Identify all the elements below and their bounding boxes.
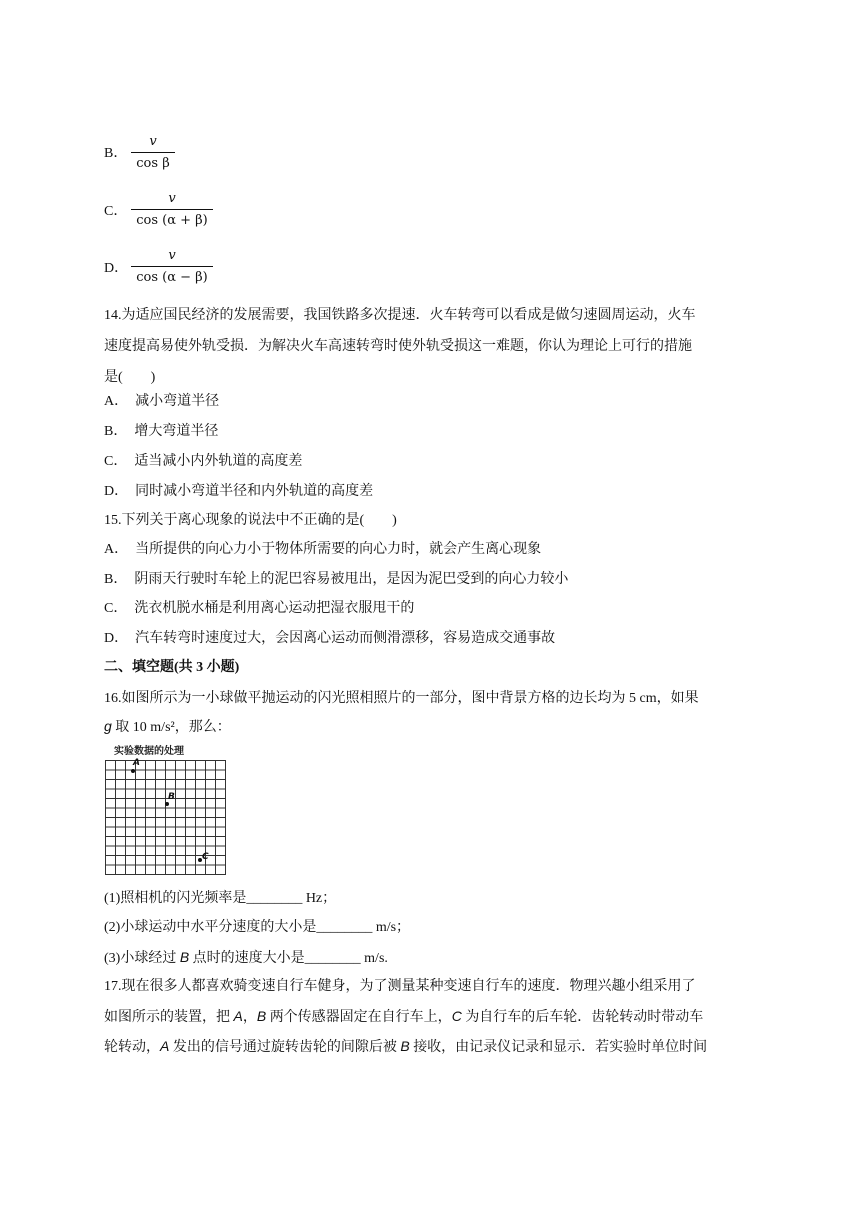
- variable-b: B: [256, 1008, 267, 1024]
- question-16-line-2: [104, 716, 231, 738]
- option-13-d-label: D．: [104, 261, 129, 276]
- question-17-line-2: [104, 1006, 703, 1028]
- q17-text: 为自行车的后车轮．齿轮转动时带动车: [461, 1010, 704, 1025]
- point-b-dot: [165, 802, 169, 806]
- variable-c: C: [451, 1008, 462, 1024]
- question-16-blank-3: [104, 947, 388, 969]
- section-heading: 二、填空题(共 3 小题): [104, 660, 240, 675]
- question-14-option-b: B． 增大弯道半径: [104, 424, 219, 439]
- point-b-label: B: [168, 792, 175, 802]
- option-13-c-fraction: [131, 190, 213, 230]
- fraction-bar: [131, 209, 213, 210]
- fraction-denominator: cos β: [136, 156, 170, 171]
- fraction-bar: [131, 152, 175, 153]
- question-17-line-3: [104, 1036, 707, 1058]
- question-15-option-a: A． 当所提供的向心力小于物体所需要的向心力时，就会产生离心现象: [104, 542, 542, 557]
- option-13-b-fraction: [131, 133, 175, 173]
- question-15-option-c: C． 洗衣机脱水桶是利用离心运动把湿衣服甩干的: [104, 601, 415, 616]
- blank-3-pre: (3)小球经过: [104, 951, 180, 966]
- question-17-line-1: 17.现在很多人都喜欢骑变速自行车健身，为了测量某种变速自行车的速度．物理兴趣小组采用了: [104, 979, 696, 994]
- figure-title: 实验数据的处理: [114, 746, 184, 757]
- question-14-option-a: A． 减小弯道半径: [104, 394, 220, 409]
- variable-a: A: [233, 1008, 243, 1024]
- fraction-numerator: v: [168, 248, 176, 263]
- variable-a: A: [160, 1038, 170, 1054]
- variable-g: g: [104, 718, 112, 734]
- variable-b: B: [179, 949, 190, 965]
- point-a-label: A: [133, 758, 140, 768]
- fraction-denominator: cos (α − β): [136, 270, 208, 285]
- q17-text: 接收，由记录仪记录和显示．若实验时单位时间: [409, 1040, 708, 1055]
- option-13-d-fraction: [131, 247, 213, 287]
- variable-b: B: [400, 1038, 410, 1054]
- question-14-option-d: D． 同时减小弯道半径和内外轨道的高度差: [104, 484, 374, 499]
- blank-3-post: 点时的速度大小是________ m/s.: [189, 951, 388, 966]
- fraction-denominator: cos (α + β): [136, 213, 208, 228]
- question-14-stem: [104, 300, 758, 393]
- question-14-line: 14.为适应国民经济的发展需要，我国铁路多次提速．火车转弯可以看成是做匀速圆周运动，火车: [104, 308, 696, 323]
- fraction-bar: [131, 266, 213, 267]
- point-a-dot: [131, 769, 135, 773]
- question-14-line: 是( ): [104, 370, 156, 385]
- option-13-b-label: B．: [104, 146, 128, 161]
- point-c-label: C: [202, 852, 209, 862]
- option-13-c-label: C．: [104, 204, 128, 219]
- q17-text: 轮转动，: [104, 1040, 160, 1055]
- q17-text: 两个传感器固定在自行车上，: [266, 1010, 452, 1025]
- fraction-numerator: v: [168, 191, 176, 206]
- question-16-line-2-text: 取 10 m/s²，那么：: [111, 720, 231, 735]
- question-14-option-c: C． 适当减小内外轨道的高度差: [104, 454, 303, 469]
- question-16-line-1: 16.如图所示为一小球做平抛运动的闪光照相照片的一部分，图中背景方格的边长均为 5 cm，如果: [104, 691, 699, 706]
- question-15-stem: 15.下列关于离心现象的说法中不正确的是( ): [104, 513, 397, 528]
- question-15-option-b: B． 阴雨天行驶时车轮上的泥巴容易被甩出，是因为泥巴受到的向心力较小: [104, 572, 569, 587]
- q17-text: 发出的信号通过旋转齿轮的间隙后被: [169, 1040, 401, 1055]
- flash-photo-grid-figure: [104, 742, 228, 880]
- grid-svg: [104, 742, 228, 880]
- question-15-option-d: D． 汽车转弯时速度过大，会因离心运动而侧滑漂移，容易造成交通事故: [104, 631, 556, 646]
- fraction-numerator: v: [149, 134, 157, 149]
- question-16-blank-1: (1)照相机的闪光频率是________ Hz；: [104, 891, 337, 906]
- q17-text: 如图所示的装置，把: [104, 1010, 234, 1025]
- q17-text: ，: [242, 1010, 257, 1025]
- question-16-blank-2: (2)小球运动中水平分速度的大小是________ m/s；: [104, 920, 411, 935]
- question-14-line: 速度提高易使外轨受损．为解决火车高速转弯时使外轨受损这一难题，你认为理论上可行的措施: [104, 339, 692, 354]
